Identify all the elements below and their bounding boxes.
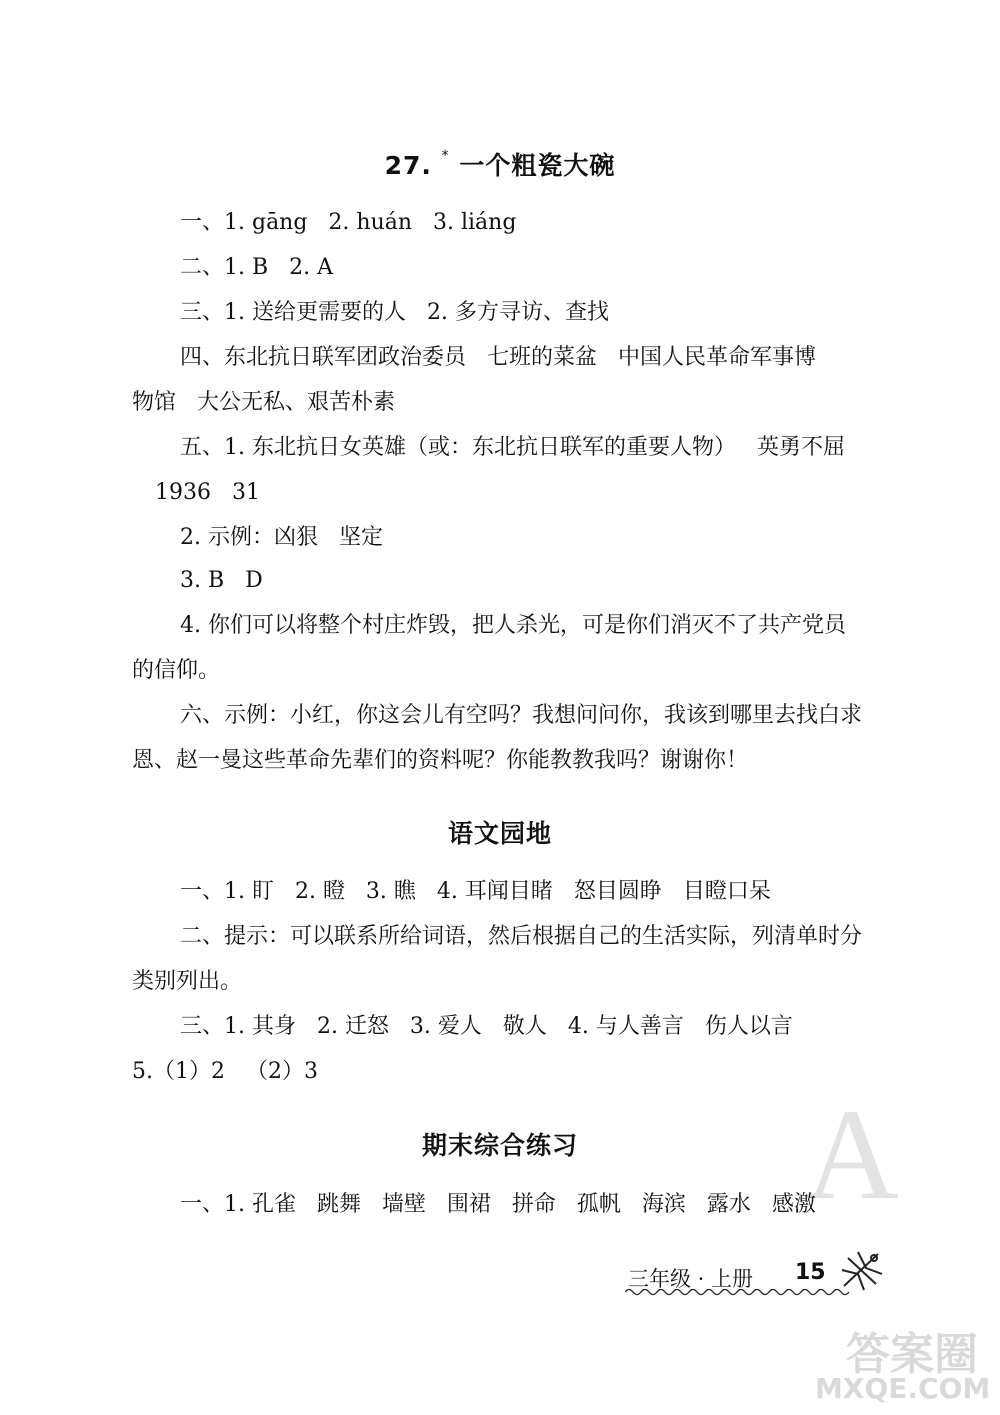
answer-line: 三、1. 送给更需要的人 2. 多方寻访、查找 — [180, 300, 609, 325]
answer-line: 五、1. 东北抗日女英雄（或：东北抗日联军的重要人物） 英勇不屈 — [180, 435, 845, 460]
wavy-underline-decoration — [625, 1287, 850, 1297]
answer-line: 3. B D — [180, 568, 263, 593]
answer-line: 一、1. 孔雀 跳舞 墙壁 围裙 拼命 孤帆 海滨 露水 感激 — [180, 1192, 816, 1217]
watermark-url-text: MXQE.COM — [815, 1372, 991, 1405]
lesson-number: 27. — [384, 151, 432, 180]
answer-line: 4. 你们可以将整个村庄炸毁，把人杀光，可是你们消灭不了共产党员 — [180, 613, 846, 638]
answer-line: 物馆 大公无私、艰苦朴素 — [132, 390, 395, 415]
answer-line: 二、1. B 2. A — [180, 255, 334, 280]
answer-line: 2. 示例：凶狠 坚定 — [180, 525, 383, 550]
airplane-icon — [838, 1248, 886, 1292]
answer-line: 1936 31 — [155, 480, 260, 505]
answer-line: 四、东北抗日联军团政治委员 七班的菜盆 中国人民革命军事博 — [180, 345, 816, 370]
footer-grade-label: 三年级 · 上册 — [628, 1267, 754, 1291]
watermark-letter: A — [805, 1083, 899, 1227]
answer-line: 一、1. 盯 2. 瞪 3. 瞧 4. 耳闻目睹 怒目圆睁 目瞪口呆 — [180, 879, 771, 904]
optional-lesson-star: * — [441, 148, 450, 164]
page-number: 15 — [795, 1260, 826, 1285]
lesson-title: 一个粗瓷大碗 — [459, 151, 616, 180]
answer-line: 六、示例：小红，你这会儿有空吗？我想问问你，我该到哪里去找白求 — [180, 703, 863, 728]
answer-line: 类别列出。 — [132, 969, 243, 994]
answer-line: 恩、赵一曼这些革命先辈们的资料呢？你能教教我吗？谢谢你！ — [132, 748, 749, 773]
section-title-lesson-27 — [0, 146, 1000, 182]
answer-line: 二、提示：可以联系所给词语，然后根据自己的生活实际，列清单时分 — [180, 924, 863, 949]
answer-line: 的信仰。 — [132, 658, 221, 683]
section-title-final-review: 期末综合练习 — [421, 1131, 578, 1160]
watermark-logo-text: 答案圈 — [846, 1329, 978, 1380]
answer-line: 5.（1）2 （2）3 — [132, 1059, 318, 1084]
answer-line: 一、1. gāng 2. huán 3. liáng — [180, 210, 517, 235]
section-title-chinese-garden: 语文园地 — [447, 819, 552, 848]
answer-line: 三、1. 其身 2. 迁怒 3. 爱人 敬人 4. 与人善言 伤人以言 — [180, 1014, 793, 1039]
